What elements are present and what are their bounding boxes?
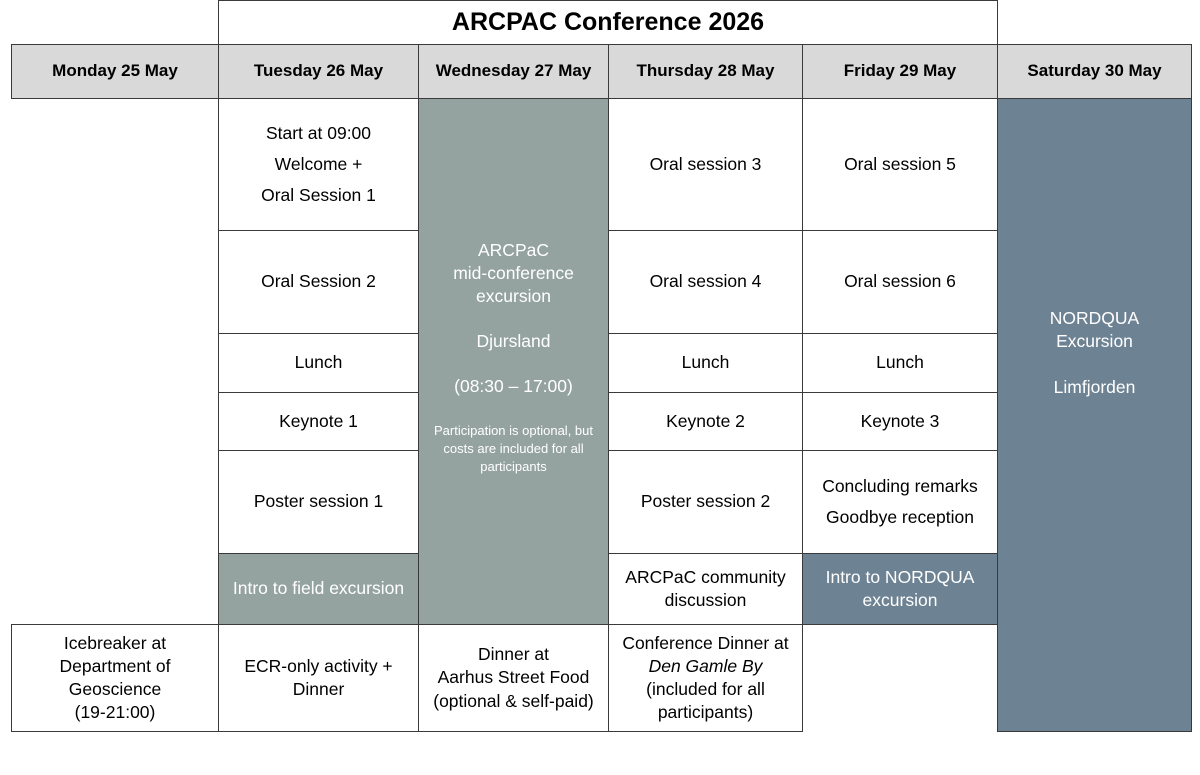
session-label: Poster session 1	[253, 491, 384, 512]
excursion-location: Djursland	[476, 331, 551, 352]
evening-time: (19-21:00)	[74, 702, 156, 723]
evening-event: ECR-only activity + Dinner	[244, 655, 393, 699]
day-header-label: Tuesday 26 May	[253, 61, 384, 81]
excursion-note: Participation is optional, but costs are included for all participants	[434, 423, 593, 474]
session-line: Start at 09:00	[265, 122, 372, 143]
thursday-poster-session	[608, 450, 803, 554]
evening-line: (included for all participants)	[646, 679, 765, 723]
day-header-label: Monday 25 May	[52, 61, 178, 81]
tuesday-poster-session	[218, 450, 419, 554]
tuesday-opening-session	[218, 98, 419, 231]
session-label: Oral session 3	[649, 153, 762, 174]
day-header-thursday	[608, 44, 803, 99]
session-label: Keynote 2	[666, 410, 745, 431]
tuesday-keynote	[218, 392, 419, 451]
session-label: Poster session 2	[640, 491, 771, 512]
conference-title	[218, 0, 998, 45]
evening-venue: Den Gamle By	[648, 655, 763, 676]
excursion-time: (08:30 – 17:00)	[454, 376, 573, 397]
evening-line: Dinner at	[477, 644, 549, 665]
thursday-keynote	[608, 392, 803, 451]
day-header-label: Wednesday 27 May	[435, 61, 592, 81]
conference-title-text: ARCPAC Conference 2026	[451, 8, 765, 36]
wednesday-mid-conference-excursion	[418, 98, 609, 625]
session-label: Lunch	[681, 352, 730, 373]
excursion-line: mid-conference	[453, 263, 574, 284]
session-label: Oral session 4	[649, 271, 762, 292]
session-label: Oral Session 2	[261, 271, 376, 292]
evening-line: (optional & self-paid)	[433, 690, 594, 711]
excursion-line: excursion	[476, 286, 551, 307]
thursday-oral-session-3	[608, 98, 803, 231]
monday-icebreaker	[11, 624, 219, 732]
day-header-saturday	[997, 44, 1192, 99]
session-label: Intro to field excursion	[232, 578, 405, 599]
session-line: Goodbye reception	[826, 507, 974, 527]
session-line: Oral Session 1	[261, 185, 376, 206]
evening-line: Conference Dinner at	[622, 632, 789, 653]
tuesday-evening	[218, 624, 419, 732]
friday-oral-session-6	[802, 230, 998, 334]
thursday-lunch	[608, 333, 803, 393]
excursion-line: Excursion	[1056, 331, 1133, 352]
thursday-conference-dinner	[608, 624, 803, 732]
day-header-label: Thursday 28 May	[636, 61, 775, 81]
tuesday-oral-session-2	[218, 230, 419, 334]
thursday-community-discussion	[608, 553, 803, 625]
day-header-friday	[802, 44, 998, 99]
friday-intro-nordqua	[802, 553, 998, 625]
friday-oral-session-5	[802, 98, 998, 231]
session-label: Keynote 3	[860, 410, 940, 431]
excursion-line: NORDQUA	[1049, 308, 1140, 328]
thursday-oral-session-4	[608, 230, 803, 334]
tuesday-lunch	[218, 333, 419, 393]
saturday-nordqua-excursion	[997, 98, 1192, 732]
session-label: Keynote 1	[279, 410, 358, 431]
day-header-label: Friday 29 May	[843, 61, 957, 81]
day-header-monday	[11, 44, 219, 99]
wednesday-evening	[418, 624, 609, 732]
session-line: Concluding remarks	[822, 475, 978, 496]
evening-line: Aarhus Street Food	[437, 667, 590, 688]
session-label: ARCPaC community discussion	[625, 566, 786, 610]
friday-lunch	[802, 333, 998, 393]
friday-keynote	[802, 392, 998, 451]
day-header-wednesday	[418, 44, 609, 99]
day-header-label: Saturday 30 May	[1027, 61, 1162, 81]
tuesday-intro-field-excursion	[218, 553, 419, 625]
session-line: Welcome +	[274, 153, 363, 174]
excursion-line: ARCPaC	[478, 240, 549, 260]
session-label: Oral session 6	[844, 271, 956, 292]
evening-event: Icebreaker at Department of Geoscience	[59, 632, 171, 699]
friday-closing	[802, 450, 998, 554]
day-header-tuesday	[218, 44, 419, 99]
session-label: Lunch	[294, 352, 343, 373]
excursion-location: Limfjorden	[1053, 377, 1136, 398]
session-label: Intro to NORDQUA excursion	[825, 566, 975, 610]
session-label: Lunch	[876, 352, 924, 373]
session-label: Oral session 5	[844, 153, 956, 174]
